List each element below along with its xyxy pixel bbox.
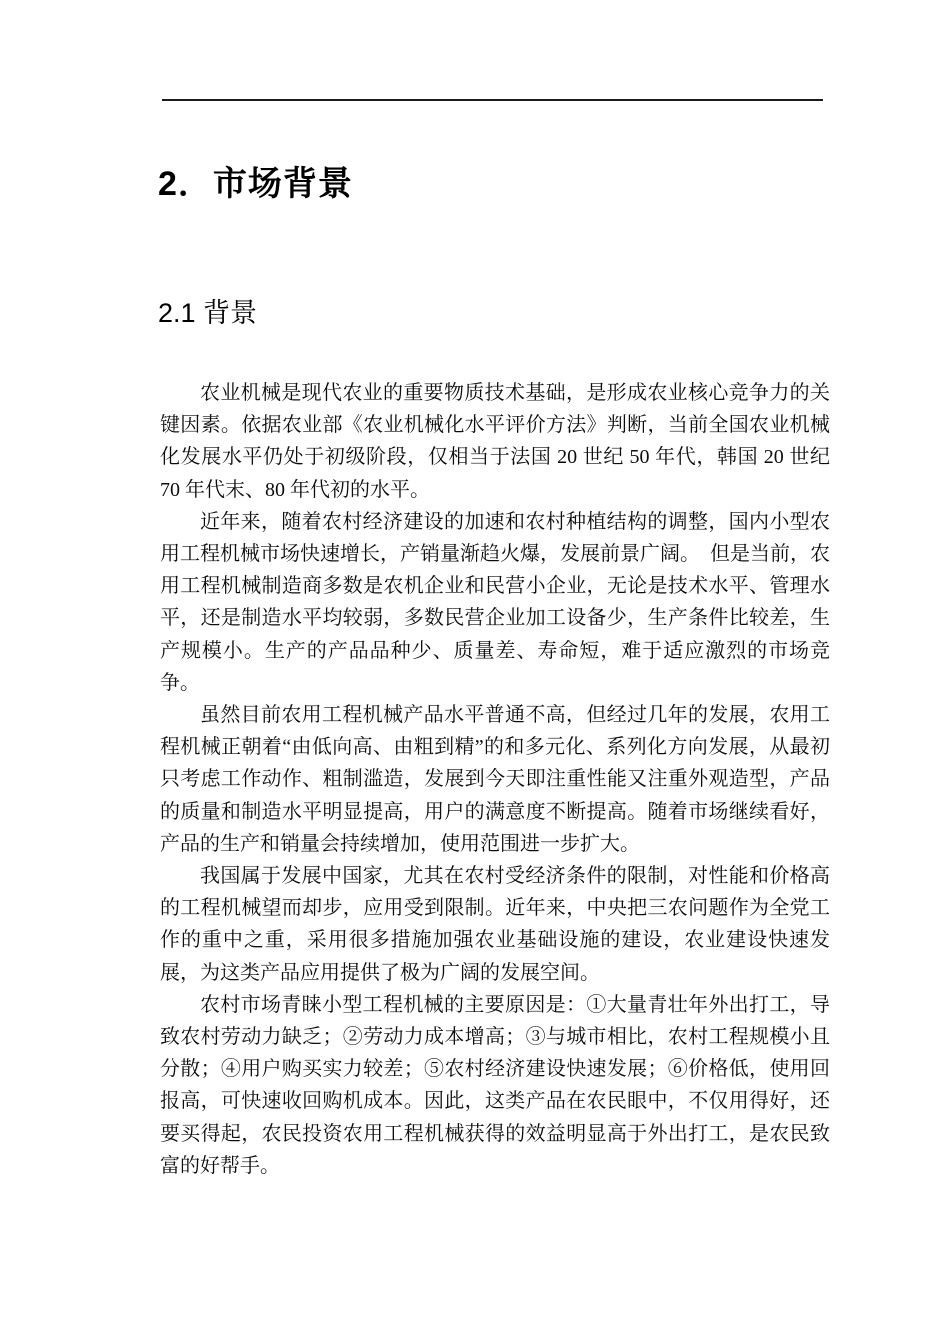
paragraph: 农村市场青睐小型工程机械的主要原因是：①大量青壮年外出打工，导致农村劳动力缺乏；②劳动力成本增高；③与城市相比，农村工程规模小且分散；④用户购买实力较差；⑤农村经济建设快速发展；⑥价格低，使用回报高，可快速收回购机成本。因此，这类产品在农民眼中，不仅用得好，还要买得起，农民投资农用工程机械获得的效益明显高于外出打工，是农民致富的好帮手。 [160,993,830,1177]
body-text [160,377,830,1182]
section-heading: 2．市场背景 [158,165,353,203]
paragraph: 农业机械是现代农业的重要物质技术基础，是形成农业核心竞争力的关键因素。依据农业部《农业机械化水平评价方法》判断，当前全国农业机械化发展水平仍处于初级阶段，仅相当于法国 20 世纪 50 年代，韩国 20 世纪 70 年代末、80 年代初的水平。 [160,382,830,501]
subsection-heading: 2.1 背景 [158,298,258,328]
paragraph: 我国属于发展中国家，尤其在农村受经济条件的限制，对性能和价格高的工程机械望而却步，应用受到限制。近年来，中央把三农问题作为全党工作的重中之重，采用很多措施加强农业基础设施的建设，农业建设快速发展，为这类产品应用提供了极为广阔的发展空间。 [160,865,830,984]
header-rule [162,99,823,101]
paragraph: 虽然目前农用工程机械产品水平普通不高，但经过几年的发展，农用工程机械正朝着“由低向高、由粗到精”的和多元化、系列化方向发展，从最初只考虑工作动作、粗制滥造，发展到今天即注重性能又注重外观造型，产品的质量和制造水平明显提高，用户的满意度不断提高。随着市场继续看好，产品的生产和销量会持续增加，使用范围进一步扩大。 [160,704,830,855]
paragraph: 近年来，随着农村经济建设的加速和农村种植结构的调整，国内小型农用工程机械市场快速增长，产销量渐趋火爆，发展前景广阔。 但是当前，农用工程机械制造商多数是农机企业和民营小企业，无论是技术水平、管理水平，还是制造水平均较弱，多数民营企业加工设备少，生产条件比较差，生产规模小。生产的产品品种少、质量差、寿命短，难于适应激烈的市场竞争。 [160,510,830,694]
